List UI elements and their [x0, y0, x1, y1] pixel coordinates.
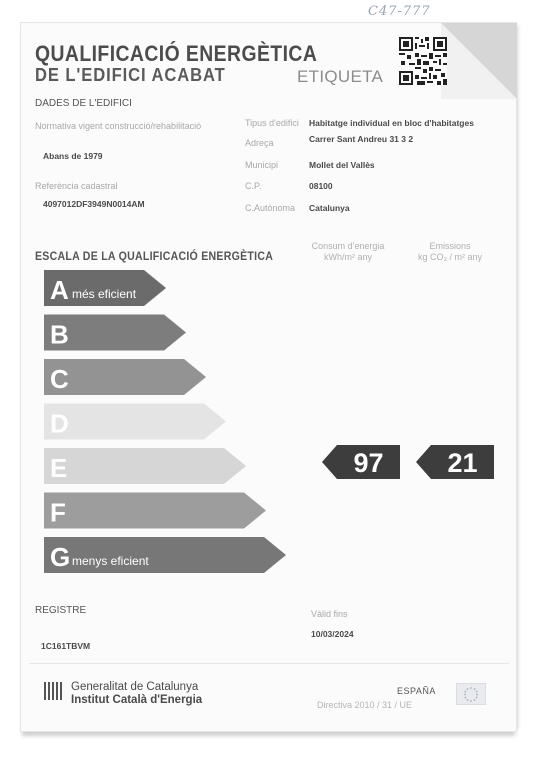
emissions-header-line1: Emissions: [429, 241, 471, 251]
registre-label: REGISTRE: [35, 605, 87, 616]
valid-value: 10/03/2024: [311, 629, 354, 639]
cp-value: 08100: [309, 181, 333, 191]
scale-band-letter: A: [50, 275, 69, 305]
scale-band-letter: G: [50, 542, 71, 572]
scale-band-f: [44, 493, 266, 529]
handwritten-note: C47-777: [368, 4, 431, 19]
directiva-label: Directiva 2010 / 31 / UE: [317, 700, 413, 710]
etiqueta-label: ETIQUETA: [297, 67, 384, 86]
consum-value-tag-text: 97: [353, 448, 384, 478]
scale-band-d: [44, 404, 226, 440]
adreca-label: Adreça: [245, 138, 274, 148]
scale-band-letter: D: [50, 408, 69, 439]
institut-name: Institut Català d'Energia: [71, 694, 203, 706]
adreca-value: Carrer Sant Andreu 31 3 2: [309, 134, 414, 144]
scale-band-e: [44, 448, 246, 484]
normativa-value: Abans de 1979: [43, 151, 103, 161]
emissions-header-line2: kg CO₂ / m² any: [417, 252, 482, 262]
scale-band-letter: B: [50, 319, 69, 350]
autonomia-label: C.Autònoma: [245, 203, 296, 213]
referencia-value: 4097012DF3949N0014AM: [43, 199, 145, 209]
espana-label: ESPAÑA: [397, 686, 436, 696]
autonomia-value: Catalunya: [309, 203, 350, 213]
scale-band-caption: més eficient: [72, 287, 137, 301]
normativa-label: Normativa vigent construcció/rehabilitació: [35, 121, 202, 131]
scale-band-letter: E: [50, 453, 68, 483]
generalitat-name: Generalitat de Catalunya: [71, 681, 199, 693]
scale-band-caption: menys eficient: [72, 554, 149, 568]
consum-header-line2: kWh/m² any: [323, 252, 372, 262]
emissions-value-tag-text: 21: [447, 448, 478, 478]
municipi-label: Municipi: [245, 160, 279, 170]
referencia-label: Referència cadastral: [35, 181, 118, 191]
scale-title: ESCALA DE LA QUALIFICACIÓ ENERGÈTICA: [35, 249, 274, 263]
municipi-value: Mollet del Vallès: [309, 160, 375, 170]
label-title-line1: QUALIFICACIÓ ENERGÈTICA: [35, 41, 318, 66]
label-title-line2: DE L'EDIFICI ACABAT: [35, 65, 226, 85]
valid-label: Vàlid fins: [311, 609, 348, 619]
tipus-label: Tipus d'edifici: [245, 118, 299, 128]
consum-header-line1: Consum d'energia: [311, 241, 385, 251]
tipus-value: Habitatge individual en bloc d'habitatges: [309, 118, 474, 128]
scale-band-letter: F: [50, 497, 66, 528]
cp-label: C.P.: [245, 181, 262, 191]
registre-value: 1C161TBVM: [41, 641, 91, 651]
building-data-title: DADES DE L'EDIFICI: [35, 98, 132, 109]
scale-band-letter: C: [50, 364, 69, 394]
